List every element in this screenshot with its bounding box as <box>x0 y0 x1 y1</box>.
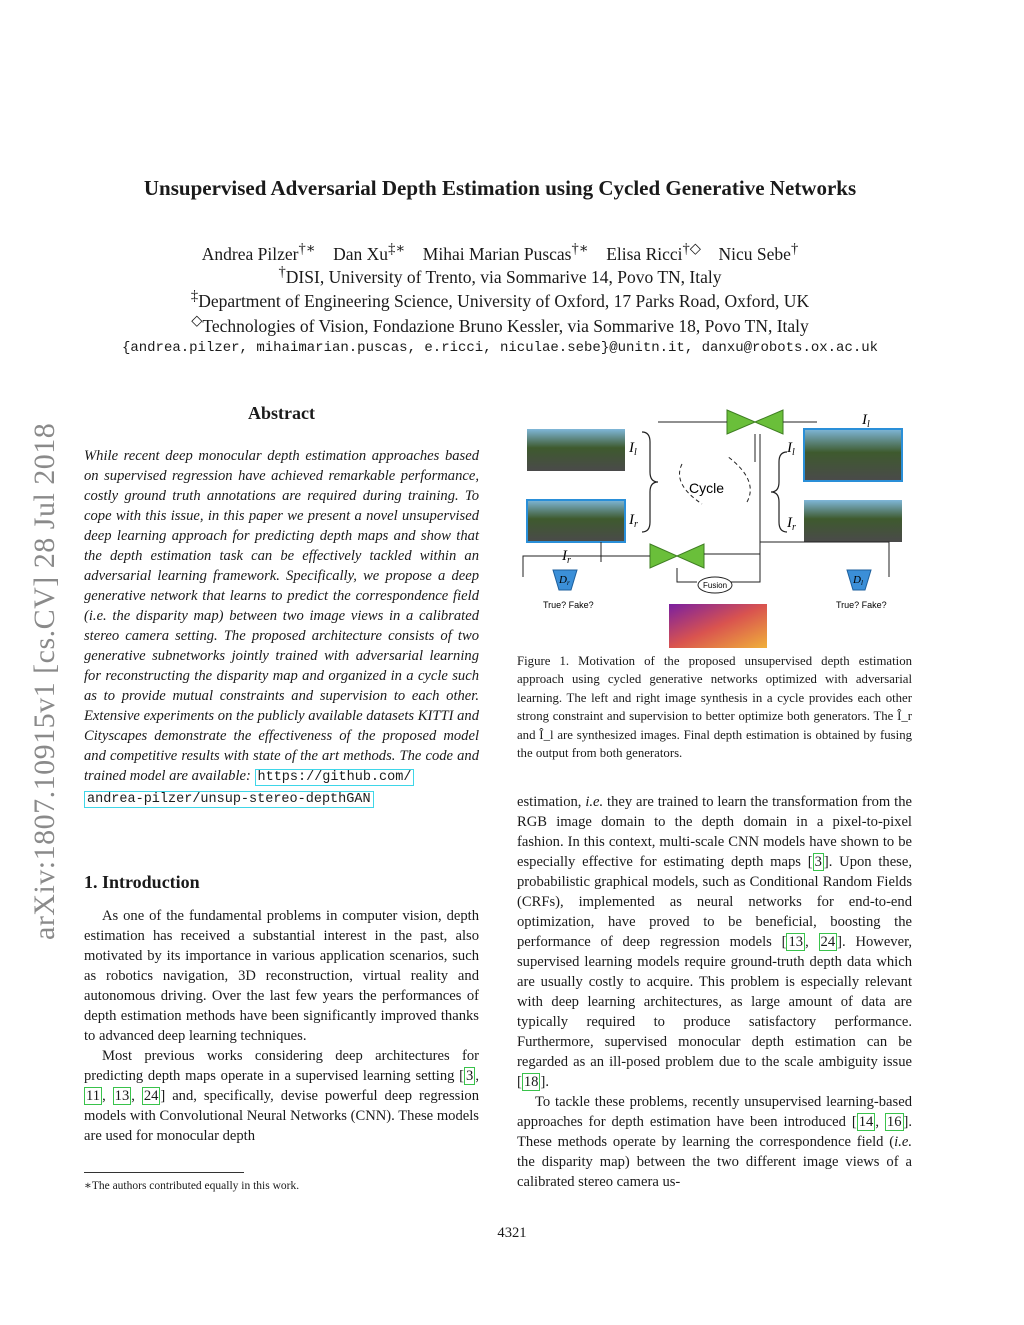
paragraph-text: Most previous works considering deep architectures for predicting depth maps operate in a supervised learning setting [ <box>84 1048 479 1084</box>
abstract-heading: Abstract <box>248 403 315 423</box>
paragraph-text: ] and, specifically, devise powerful deep regression models with Convolutional Neural Networks (CNN). These models are used for monocular depth <box>84 1088 479 1144</box>
cycle-label: Cycle <box>689 480 725 496</box>
author-name: Andrea Pilzer <box>201 243 299 264</box>
paragraph: Most previous works considering deep architectures for predicting depth maps operate in a supervised learning setting [ 3 , 11 , 13 , 24 ] and, specifically, devise powerful deep regression models with Convolutional Neural Networks (CNN). These models are used for monocular depth <box>84 1048 479 1144</box>
code-link[interactable]: https://github.com/ <box>255 769 415 786</box>
left-image-synth <box>804 429 902 481</box>
footnote: ∗The authors contributed equally in this work. <box>84 1180 300 1192</box>
label-il: $I_l$ <box>629 440 637 458</box>
abstract-body <box>84 446 479 810</box>
paragraph-text: ]. However, supervised learning models require ground-truth depth data which are usually costly to acquire. This problem is especially relevant with deep learning architectures, as large amount of data are typically required to produce satisfactory performance. Furthermore, supervised monocular depth estimation can be regarded as an ill-posed problem due to the scale ambiguity issue [ <box>517 934 912 1090</box>
fusion-label: Fusion <box>703 581 728 590</box>
figure-caption: Figure 1. Motivation of the proposed unsupervised depth estimation approach using cycled generative networks optimized with adversarial learning. The left and right image synthesis in a cycle provides each other strong constraint and supervision to better optimize both generators. The Î_r and Î_l are synthesized images. Final depth estimation is obtained by fusing the output from both generators. <box>517 654 912 761</box>
cycle-arrow-right <box>727 456 750 502</box>
affiliation <box>0 288 1000 312</box>
paragraph-text: ]. <box>540 1074 549 1090</box>
author-marks: †∗ <box>298 241 316 257</box>
paragraph-text: i.e. <box>894 1134 912 1150</box>
paragraph-text: ]. Upon these, probabilistic graphical models, such as Conditional Random Fields (CRFs), implemented as neural networks for end-to-end optimization, have proved to be beneficial, boosting the performance of deep regression models [ <box>517 854 912 950</box>
author-name: Mihai Marian Puscas <box>422 243 572 264</box>
author-name: Dan Xu <box>333 243 389 264</box>
citation-link[interactable]: 3 <box>814 854 822 870</box>
affiliation-text: DISI, University of Trento, via Sommarive 14, Povo TN, Italy <box>285 266 722 287</box>
label-ir: $I_r$ <box>629 512 638 530</box>
citation-link[interactable]: 24 <box>143 1088 159 1104</box>
paragraph-text: they are trained to learn the transformation from the RGB image domain to the depth domain in a pixel-to-pixel fashion. In this context, multi-scale CNN models have shown to be especially effective for estimating depth maps [ <box>517 794 912 870</box>
depth-output <box>669 604 767 648</box>
citation-link[interactable]: 13 <box>114 1088 130 1104</box>
citation-link[interactable]: 16 <box>886 1114 902 1130</box>
author-name: Nicu Sebe <box>718 243 791 264</box>
right-image-synth <box>804 500 902 542</box>
left-image-input <box>527 429 625 471</box>
generator-top <box>727 410 783 434</box>
citation-link[interactable]: 3 <box>466 1068 474 1084</box>
paragraph-text: ]. These methods operate by learning the correspondence field ( <box>517 1114 913 1150</box>
label-il-hat: $I_l$ <box>787 440 795 458</box>
label-il-hat-top: $I_l$ <box>862 412 870 430</box>
citation-link[interactable]: 18 <box>523 1074 539 1090</box>
page-number: 4321 <box>497 1225 527 1241</box>
citation-link[interactable]: 14 <box>858 1114 874 1130</box>
true-fake-label: True? Fake? <box>543 600 594 610</box>
author-marks: †∗ <box>571 241 589 257</box>
affiliation-mark: † <box>278 264 286 280</box>
paragraph-text: i.e. <box>585 794 604 810</box>
citation-link[interactable]: 11 <box>86 1088 101 1104</box>
paragraph: To tackle these problems, recently unsupervised learning-based approaches for depth estimation have been introduced [ 14 , 16 ]. These methods operate by learning the correspondence field (i.e. the disparity map) between the two different image views of a calibrated stereo camera us- <box>517 1094 913 1190</box>
figure-diagram <box>517 402 913 648</box>
figure-1 <box>517 402 913 648</box>
label-ir-synth: $I_r$ <box>787 515 796 533</box>
paragraph: estimation, i.e. they are trained to learn the transformation from the RGB image domain to the depth domain in a pixel-to-pixel fashion. In this context, multi-scale CNN models have shown to be especially effective for estimating depth maps [ 3 ]. Upon these, probabilistic graphical models, such as Conditional Random Fields (CRFs), implemented as neural networks for end-to-end optimization, have proved to be beneficial, boosting the performance of deep regression models [ 13 , 24 ]. However, supervised learning models require ground-truth depth data which are usually costly to acquire. This problem is especially relevant with deep learning architectures, as large amount of data are typically required to produce satisfactory performance. Furthermore, supervised monocular depth estimation can be regarded as an ill-posed problem due to the scale ambiguity issue [ 18 ]. <box>517 794 912 1090</box>
label-ir-hat: $I_r$ <box>562 548 571 566</box>
affiliation <box>0 264 1000 288</box>
footnote-rule <box>84 1172 244 1173</box>
author-marks: † <box>790 241 799 257</box>
author-marks: ‡∗ <box>388 241 406 257</box>
paper-title: Unsupervised Adversarial Depth Estimation using Cycled Generative Networks <box>143 176 857 200</box>
true-fake-label: True? Fake? <box>836 600 887 610</box>
affiliation <box>0 312 1000 337</box>
label-dl: Dl <box>853 574 863 587</box>
author-list <box>0 240 1000 265</box>
right-image-input <box>527 500 625 542</box>
section-heading: 1. Introduction <box>84 872 200 892</box>
paragraph-text: estimation, <box>517 794 586 810</box>
author-name: Elisa Ricci <box>606 243 683 264</box>
label-dr: Dr <box>559 574 570 587</box>
code-link[interactable]: andrea-pilzer/unsup-stereo-depthGAN <box>84 791 374 808</box>
paragraph-text: the disparity map) between the two different image views of a calibrated stereo camera us- <box>517 1154 912 1190</box>
affiliation-mark: ‡ <box>190 288 199 304</box>
intro-body <box>84 906 479 1146</box>
affiliation-text: Technologies of Vision, Fondazione Bruno Kessler, via Sommarive 18, Povo TN, Italy <box>202 315 809 336</box>
author-marks: †◇ <box>682 241 702 257</box>
arxiv-stamp: arXiv:1807.10915v1 [cs.CV] 28 Jul 2018 <box>28 422 61 940</box>
citation-link[interactable]: 13 <box>788 934 804 950</box>
paragraph-text: To tackle these problems, recently unsupervised learning-based approaches for depth estimation have been introduced [ <box>517 1094 912 1130</box>
abstract-text: While recent deep monocular depth estimation approaches based on supervised regression have achieved remarkable performance, costly ground truth annotations are required during training. To cope with this issue, in this paper we present a novel unsupervised deep learning approach for predicting depth maps and show that the depth estimation task can be effectively tackled within an adversarial learning framework. Specifically, we propose a deep generative network that learns to predict the correspondence field (i.e. the disparity map) between two image views in a calibrated stereo camera setting. The proposed architecture consists of two generative subnetworks jointly trained with adversarial learning for reconstructing the disparity map and organized in a cycle such as to provide mutual constraints and supervision to each other. Extensive experiments on the publicly available datasets KITTI and Cityscapes demonstrate the effectiveness of the proposed model and competitive results with state of the art methods. The code and trained model are available: <box>84 448 479 784</box>
generator-bottom <box>650 544 704 568</box>
affiliation-mark: ◇ <box>191 313 203 329</box>
citation-link[interactable]: 24 <box>820 934 836 950</box>
author-emails: {andrea.pilzer, mihaimarian.puscas, e.ricci, niculae.sebe}@unitn.it, danxu@robots.ox.ac.uk <box>121 340 879 356</box>
right-brace <box>771 452 787 532</box>
affiliation-text: Department of Engineering Science, University of Oxford, 17 Parks Road, Oxford, UK <box>198 290 810 311</box>
paragraph: As one of the fundamental problems in computer vision, depth estimation has received a substantial interest in the past, also motivated by its importance in various application scenarios, such as robotics navigation, 3D reconstruction, virtual reality and autonomous driving. Over the last few years the performances of depth estimation methods have been significantly improved thanks to advanced deep learning techniques. <box>84 908 479 1044</box>
right-column-body <box>517 792 912 1192</box>
left-brace <box>642 432 658 532</box>
